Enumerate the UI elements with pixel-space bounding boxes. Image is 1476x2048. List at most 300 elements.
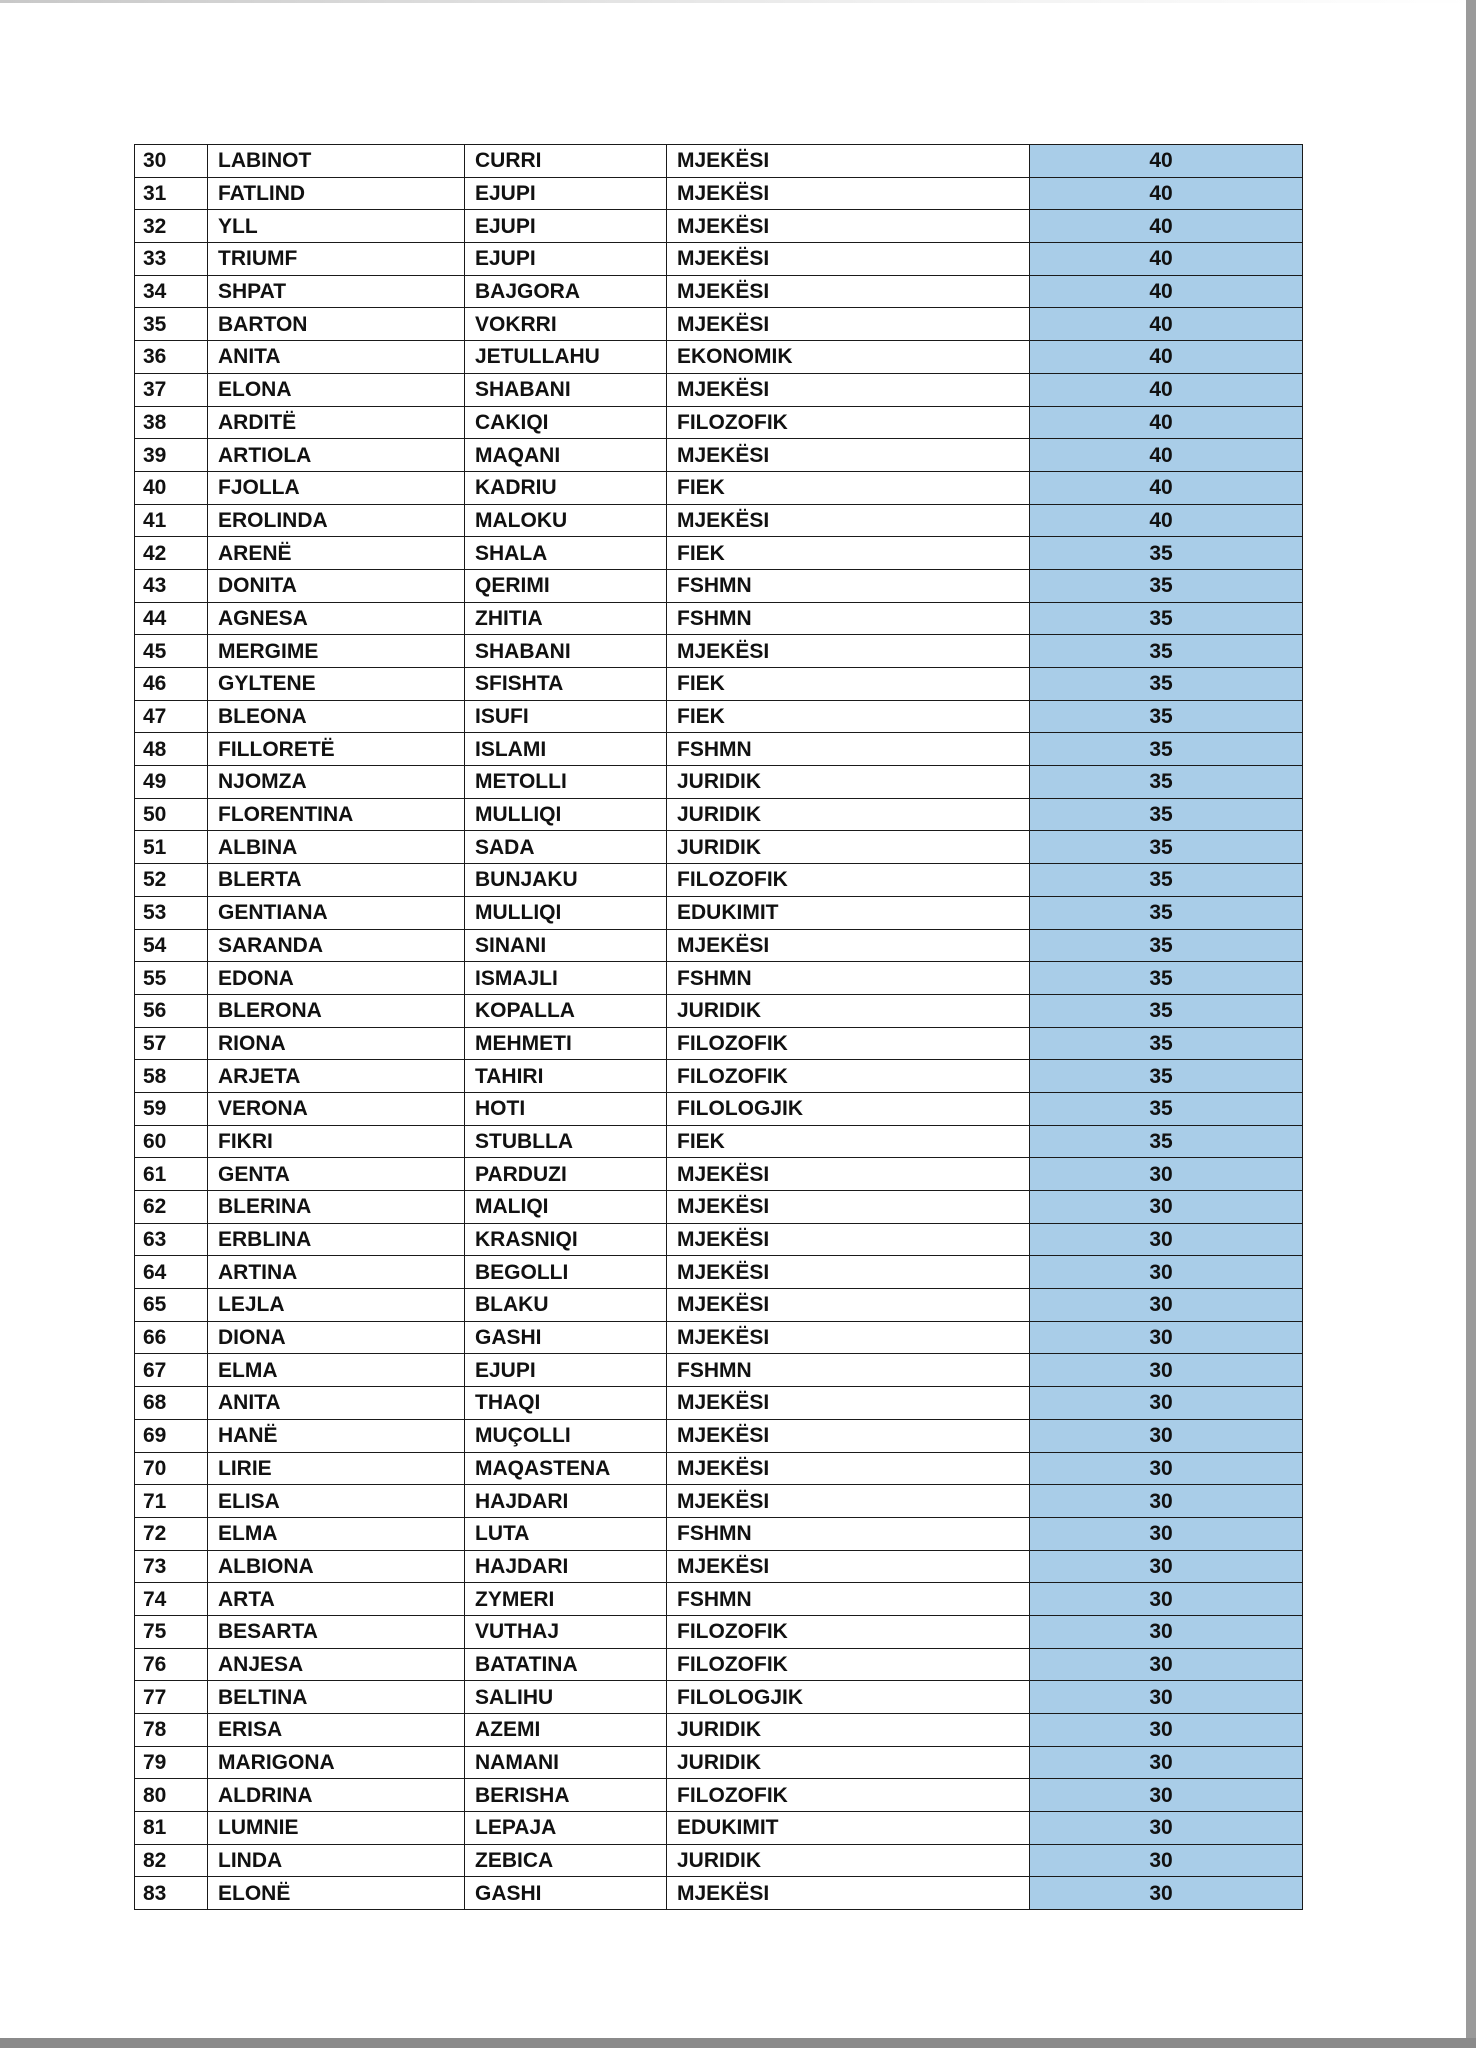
first-name-cell: LEJLA [208, 1289, 465, 1322]
table-row [135, 1779, 1303, 1812]
last-name-cell: EJUPI [465, 243, 667, 276]
last-name-cell: SINANI [465, 929, 667, 962]
last-name-cell: VUTHAJ [465, 1615, 667, 1648]
faculty-cell: FSHMN [667, 1517, 1030, 1550]
row-number-cell: 77 [135, 1681, 208, 1714]
faculty-cell: JURIDIK [667, 831, 1030, 864]
faculty-cell: MJEKËSI [667, 1158, 1030, 1191]
points-cell: 40 [1030, 308, 1303, 341]
points-cell: 30 [1030, 1191, 1303, 1224]
row-number-cell: 71 [135, 1485, 208, 1518]
points-cell: 30 [1030, 1256, 1303, 1289]
faculty-cell: MJEKËSI [667, 243, 1030, 276]
scan-top-edge [0, 0, 1476, 3]
first-name-cell: BELTINA [208, 1681, 465, 1714]
first-name-cell: GENTA [208, 1158, 465, 1191]
table-row [135, 1583, 1303, 1616]
row-number-cell: 50 [135, 798, 208, 831]
faculty-cell: MJEKËSI [667, 177, 1030, 210]
first-name-cell: ALBINA [208, 831, 465, 864]
points-cell: 40 [1030, 406, 1303, 439]
table-row [135, 602, 1303, 635]
points-cell: 35 [1030, 1125, 1303, 1158]
table-row [135, 504, 1303, 537]
table-row [135, 145, 1303, 178]
last-name-cell: SADA [465, 831, 667, 864]
points-cell: 35 [1030, 798, 1303, 831]
row-number-cell: 40 [135, 471, 208, 504]
row-number-cell: 53 [135, 896, 208, 929]
row-number-cell: 41 [135, 504, 208, 537]
faculty-cell: JURIDIK [667, 798, 1030, 831]
row-number-cell: 64 [135, 1256, 208, 1289]
first-name-cell: ALBIONA [208, 1550, 465, 1583]
faculty-cell: FILOLOGJIK [667, 1092, 1030, 1125]
faculty-cell: MJEKËSI [667, 210, 1030, 243]
row-number-cell: 52 [135, 864, 208, 897]
last-name-cell: KRASNIQI [465, 1223, 667, 1256]
points-cell: 40 [1030, 471, 1303, 504]
row-number-cell: 61 [135, 1158, 208, 1191]
row-number-cell: 31 [135, 177, 208, 210]
row-number-cell: 39 [135, 439, 208, 472]
faculty-cell: FSHMN [667, 569, 1030, 602]
first-name-cell: DONITA [208, 569, 465, 602]
row-number-cell: 78 [135, 1714, 208, 1747]
table-row [135, 668, 1303, 701]
first-name-cell: MARIGONA [208, 1746, 465, 1779]
faculty-cell: MJEKËSI [667, 373, 1030, 406]
points-cell: 40 [1030, 243, 1303, 276]
last-name-cell: SHABANI [465, 373, 667, 406]
last-name-cell: LEPAJA [465, 1812, 667, 1845]
first-name-cell: BARTON [208, 308, 465, 341]
last-name-cell: MULLIQI [465, 798, 667, 831]
table-row [135, 766, 1303, 799]
points-cell: 30 [1030, 1321, 1303, 1354]
faculty-cell: EDUKIMIT [667, 896, 1030, 929]
last-name-cell: EJUPI [465, 1354, 667, 1387]
points-cell: 30 [1030, 1158, 1303, 1191]
faculty-cell: FILOZOFIK [667, 1779, 1030, 1812]
last-name-cell: EJUPI [465, 177, 667, 210]
points-cell: 40 [1030, 275, 1303, 308]
points-cell: 30 [1030, 1387, 1303, 1420]
last-name-cell: KOPALLA [465, 994, 667, 1027]
first-name-cell: ARTIOLA [208, 439, 465, 472]
first-name-cell: ERBLINA [208, 1223, 465, 1256]
row-number-cell: 30 [135, 145, 208, 178]
last-name-cell: CURRI [465, 145, 667, 178]
last-name-cell: AZEMI [465, 1714, 667, 1747]
faculty-cell: JURIDIK [667, 994, 1030, 1027]
points-cell: 30 [1030, 1812, 1303, 1845]
faculty-cell: JURIDIK [667, 766, 1030, 799]
faculty-cell: MJEKËSI [667, 275, 1030, 308]
row-number-cell: 46 [135, 668, 208, 701]
last-name-cell: NAMANI [465, 1746, 667, 1779]
first-name-cell: VERONA [208, 1092, 465, 1125]
table-row [135, 864, 1303, 897]
table-row [135, 1714, 1303, 1747]
first-name-cell: NJOMZA [208, 766, 465, 799]
first-name-cell: BESARTA [208, 1615, 465, 1648]
last-name-cell: STUBLLA [465, 1125, 667, 1158]
row-number-cell: 70 [135, 1452, 208, 1485]
points-cell: 30 [1030, 1746, 1303, 1779]
points-cell: 30 [1030, 1354, 1303, 1387]
table-row [135, 1452, 1303, 1485]
last-name-cell: BEGOLLI [465, 1256, 667, 1289]
table-row [135, 1485, 1303, 1518]
row-number-cell: 51 [135, 831, 208, 864]
points-cell: 30 [1030, 1517, 1303, 1550]
table-row [135, 1550, 1303, 1583]
table-row [135, 1681, 1303, 1714]
faculty-cell: MJEKËSI [667, 1387, 1030, 1420]
last-name-cell: MAQASTENA [465, 1452, 667, 1485]
first-name-cell: AGNESA [208, 602, 465, 635]
first-name-cell: FJOLLA [208, 471, 465, 504]
first-name-cell: FIKRI [208, 1125, 465, 1158]
table-row [135, 177, 1303, 210]
last-name-cell: MULLIQI [465, 896, 667, 929]
faculty-cell: MJEKËSI [667, 1419, 1030, 1452]
row-number-cell: 81 [135, 1812, 208, 1845]
points-cell: 35 [1030, 962, 1303, 995]
table-row [135, 406, 1303, 439]
faculty-cell: FSHMN [667, 602, 1030, 635]
last-name-cell: EJUPI [465, 210, 667, 243]
table-row [135, 275, 1303, 308]
last-name-cell: PARDUZI [465, 1158, 667, 1191]
first-name-cell: ELMA [208, 1517, 465, 1550]
row-number-cell: 67 [135, 1354, 208, 1387]
last-name-cell: HAJDARI [465, 1550, 667, 1583]
last-name-cell: SHABANI [465, 635, 667, 668]
faculty-cell: FILOZOFIK [667, 1615, 1030, 1648]
row-number-cell: 32 [135, 210, 208, 243]
row-number-cell: 57 [135, 1027, 208, 1060]
points-cell: 40 [1030, 373, 1303, 406]
first-name-cell: LINDA [208, 1844, 465, 1877]
table-row [135, 341, 1303, 374]
row-number-cell: 62 [135, 1191, 208, 1224]
faculty-cell: EKONOMIK [667, 341, 1030, 374]
scan-bottom-edge [0, 2038, 1476, 2048]
scan-right-edge [1466, 0, 1476, 2048]
row-number-cell: 48 [135, 733, 208, 766]
points-cell: 30 [1030, 1648, 1303, 1681]
table-row [135, 1746, 1303, 1779]
last-name-cell: TAHIRI [465, 1060, 667, 1093]
points-cell: 40 [1030, 439, 1303, 472]
faculty-cell: MJEKËSI [667, 308, 1030, 341]
last-name-cell: MALIQI [465, 1191, 667, 1224]
table-row [135, 733, 1303, 766]
last-name-cell: SHALA [465, 537, 667, 570]
row-number-cell: 73 [135, 1550, 208, 1583]
table-row [135, 700, 1303, 733]
points-cell: 35 [1030, 700, 1303, 733]
faculty-cell: FSHMN [667, 733, 1030, 766]
table-row [135, 243, 1303, 276]
first-name-cell: ANJESA [208, 1648, 465, 1681]
faculty-cell: JURIDIK [667, 1844, 1030, 1877]
table-row [135, 471, 1303, 504]
faculty-cell: MJEKËSI [667, 439, 1030, 472]
first-name-cell: RIONA [208, 1027, 465, 1060]
first-name-cell: ANITA [208, 341, 465, 374]
table-row [135, 994, 1303, 1027]
table-row [135, 1256, 1303, 1289]
row-number-cell: 66 [135, 1321, 208, 1354]
row-number-cell: 36 [135, 341, 208, 374]
row-number-cell: 45 [135, 635, 208, 668]
table-row [135, 1191, 1303, 1224]
points-cell: 30 [1030, 1844, 1303, 1877]
table-row [135, 569, 1303, 602]
first-name-cell: ELMA [208, 1354, 465, 1387]
last-name-cell: BERISHA [465, 1779, 667, 1812]
first-name-cell: MERGIME [208, 635, 465, 668]
last-name-cell: SALIHU [465, 1681, 667, 1714]
faculty-cell: MJEKËSI [667, 1452, 1030, 1485]
points-cell: 35 [1030, 929, 1303, 962]
first-name-cell: BLERINA [208, 1191, 465, 1224]
last-name-cell: ZHITIA [465, 602, 667, 635]
row-number-cell: 58 [135, 1060, 208, 1093]
first-name-cell: SARANDA [208, 929, 465, 962]
first-name-cell: LABINOT [208, 145, 465, 178]
last-name-cell: SFISHTA [465, 668, 667, 701]
row-number-cell: 43 [135, 569, 208, 602]
first-name-cell: EROLINDA [208, 504, 465, 537]
points-cell: 35 [1030, 896, 1303, 929]
first-name-cell: LUMNIE [208, 1812, 465, 1845]
faculty-cell: FILOLOGJIK [667, 1681, 1030, 1714]
points-cell: 30 [1030, 1485, 1303, 1518]
table-row [135, 1158, 1303, 1191]
first-name-cell: ARDITË [208, 406, 465, 439]
points-cell: 30 [1030, 1550, 1303, 1583]
first-name-cell: ARENË [208, 537, 465, 570]
faculty-cell: FILOZOFIK [667, 864, 1030, 897]
faculty-cell: MJEKËSI [667, 929, 1030, 962]
faculty-cell: FSHMN [667, 962, 1030, 995]
faculty-cell: FILOZOFIK [667, 1060, 1030, 1093]
table-row [135, 439, 1303, 472]
row-number-cell: 69 [135, 1419, 208, 1452]
first-name-cell: ERISA [208, 1714, 465, 1747]
faculty-cell: FILOZOFIK [667, 1648, 1030, 1681]
first-name-cell: SHPAT [208, 275, 465, 308]
row-number-cell: 80 [135, 1779, 208, 1812]
last-name-cell: BUNJAKU [465, 864, 667, 897]
points-cell: 40 [1030, 341, 1303, 374]
faculty-cell: FSHMN [667, 1354, 1030, 1387]
last-name-cell: LUTA [465, 1517, 667, 1550]
points-cell: 30 [1030, 1452, 1303, 1485]
row-number-cell: 54 [135, 929, 208, 962]
faculty-cell: MJEKËSI [667, 1485, 1030, 1518]
last-name-cell: MAQANI [465, 439, 667, 472]
points-cell: 35 [1030, 1092, 1303, 1125]
faculty-cell: MJEKËSI [667, 1550, 1030, 1583]
first-name-cell: BLERTA [208, 864, 465, 897]
table-row [135, 962, 1303, 995]
faculty-cell: FIEK [667, 668, 1030, 701]
first-name-cell: BLERONA [208, 994, 465, 1027]
points-cell: 40 [1030, 177, 1303, 210]
table-row [135, 831, 1303, 864]
row-number-cell: 74 [135, 1583, 208, 1616]
faculty-cell: JURIDIK [667, 1714, 1030, 1747]
table-row [135, 896, 1303, 929]
faculty-cell: MJEKËSI [667, 1191, 1030, 1224]
points-cell: 35 [1030, 1060, 1303, 1093]
table-row [135, 1419, 1303, 1452]
last-name-cell: CAKIQI [465, 406, 667, 439]
table-body [135, 145, 1303, 1910]
last-name-cell: ISUFI [465, 700, 667, 733]
last-name-cell: BATATINA [465, 1648, 667, 1681]
last-name-cell: KADRIU [465, 471, 667, 504]
row-number-cell: 47 [135, 700, 208, 733]
row-number-cell: 63 [135, 1223, 208, 1256]
last-name-cell: ISMAJLI [465, 962, 667, 995]
first-name-cell: DIONA [208, 1321, 465, 1354]
row-number-cell: 60 [135, 1125, 208, 1158]
last-name-cell: VOKRRI [465, 308, 667, 341]
row-number-cell: 83 [135, 1877, 208, 1910]
faculty-cell: FIEK [667, 471, 1030, 504]
points-cell: 35 [1030, 537, 1303, 570]
points-cell: 30 [1030, 1615, 1303, 1648]
faculty-cell: FSHMN [667, 1583, 1030, 1616]
points-cell: 35 [1030, 766, 1303, 799]
faculty-cell: FILOZOFIK [667, 406, 1030, 439]
last-name-cell: HAJDARI [465, 1485, 667, 1518]
first-name-cell: ARJETA [208, 1060, 465, 1093]
faculty-cell: MJEKËSI [667, 1289, 1030, 1322]
table-row [135, 1354, 1303, 1387]
first-name-cell: TRIUMF [208, 243, 465, 276]
table-row [135, 1027, 1303, 1060]
points-cell: 35 [1030, 733, 1303, 766]
table-row [135, 1125, 1303, 1158]
row-number-cell: 65 [135, 1289, 208, 1322]
first-name-cell: LIRIE [208, 1452, 465, 1485]
table-row [135, 308, 1303, 341]
last-name-cell: HOTI [465, 1092, 667, 1125]
table-row [135, 1812, 1303, 1845]
table-row [135, 1844, 1303, 1877]
student-points-table [134, 144, 1303, 1910]
table-row [135, 1289, 1303, 1322]
faculty-cell: MJEKËSI [667, 504, 1030, 537]
faculty-cell: FIEK [667, 537, 1030, 570]
table-row [135, 1615, 1303, 1648]
row-number-cell: 33 [135, 243, 208, 276]
first-name-cell: ELONË [208, 1877, 465, 1910]
first-name-cell: FLORENTINA [208, 798, 465, 831]
row-number-cell: 34 [135, 275, 208, 308]
faculty-cell: MJEKËSI [667, 1321, 1030, 1354]
row-number-cell: 49 [135, 766, 208, 799]
row-number-cell: 79 [135, 1746, 208, 1779]
table-row [135, 1387, 1303, 1420]
faculty-cell: FILOZOFIK [667, 1027, 1030, 1060]
table-row [135, 537, 1303, 570]
first-name-cell: BLEONA [208, 700, 465, 733]
row-number-cell: 37 [135, 373, 208, 406]
first-name-cell: YLL [208, 210, 465, 243]
first-name-cell: ANITA [208, 1387, 465, 1420]
first-name-cell: ELISA [208, 1485, 465, 1518]
first-name-cell: ARTA [208, 1583, 465, 1616]
table-row [135, 1060, 1303, 1093]
row-number-cell: 59 [135, 1092, 208, 1125]
row-number-cell: 75 [135, 1615, 208, 1648]
points-cell: 35 [1030, 1027, 1303, 1060]
table-row [135, 210, 1303, 243]
last-name-cell: ISLAMI [465, 733, 667, 766]
faculty-cell: MJEKËSI [667, 635, 1030, 668]
last-name-cell: MEHMETI [465, 1027, 667, 1060]
last-name-cell: BAJGORA [465, 275, 667, 308]
points-cell: 35 [1030, 602, 1303, 635]
row-number-cell: 56 [135, 994, 208, 1027]
points-cell: 30 [1030, 1877, 1303, 1910]
table-row [135, 798, 1303, 831]
first-name-cell: FATLIND [208, 177, 465, 210]
points-cell: 35 [1030, 831, 1303, 864]
row-number-cell: 38 [135, 406, 208, 439]
last-name-cell: BLAKU [465, 1289, 667, 1322]
points-cell: 35 [1030, 569, 1303, 602]
faculty-cell: MJEKËSI [667, 1877, 1030, 1910]
first-name-cell: HANË [208, 1419, 465, 1452]
row-number-cell: 35 [135, 308, 208, 341]
faculty-cell: JURIDIK [667, 1746, 1030, 1779]
points-cell: 30 [1030, 1714, 1303, 1747]
points-cell: 35 [1030, 635, 1303, 668]
table-row [135, 1877, 1303, 1910]
table-row [135, 373, 1303, 406]
last-name-cell: MUÇOLLI [465, 1419, 667, 1452]
first-name-cell: FILLORETË [208, 733, 465, 766]
table-row [135, 1648, 1303, 1681]
points-cell: 35 [1030, 864, 1303, 897]
first-name-cell: ARTINA [208, 1256, 465, 1289]
faculty-cell: FIEK [667, 1125, 1030, 1158]
faculty-cell: FIEK [667, 700, 1030, 733]
first-name-cell: EDONA [208, 962, 465, 995]
points-cell: 40 [1030, 145, 1303, 178]
points-cell: 30 [1030, 1289, 1303, 1322]
first-name-cell: ALDRINA [208, 1779, 465, 1812]
points-cell: 30 [1030, 1419, 1303, 1452]
last-name-cell: GASHI [465, 1877, 667, 1910]
table-row [135, 1517, 1303, 1550]
points-cell: 40 [1030, 210, 1303, 243]
table-row [135, 635, 1303, 668]
row-number-cell: 82 [135, 1844, 208, 1877]
points-cell: 30 [1030, 1583, 1303, 1616]
last-name-cell: GASHI [465, 1321, 667, 1354]
table-row [135, 1321, 1303, 1354]
